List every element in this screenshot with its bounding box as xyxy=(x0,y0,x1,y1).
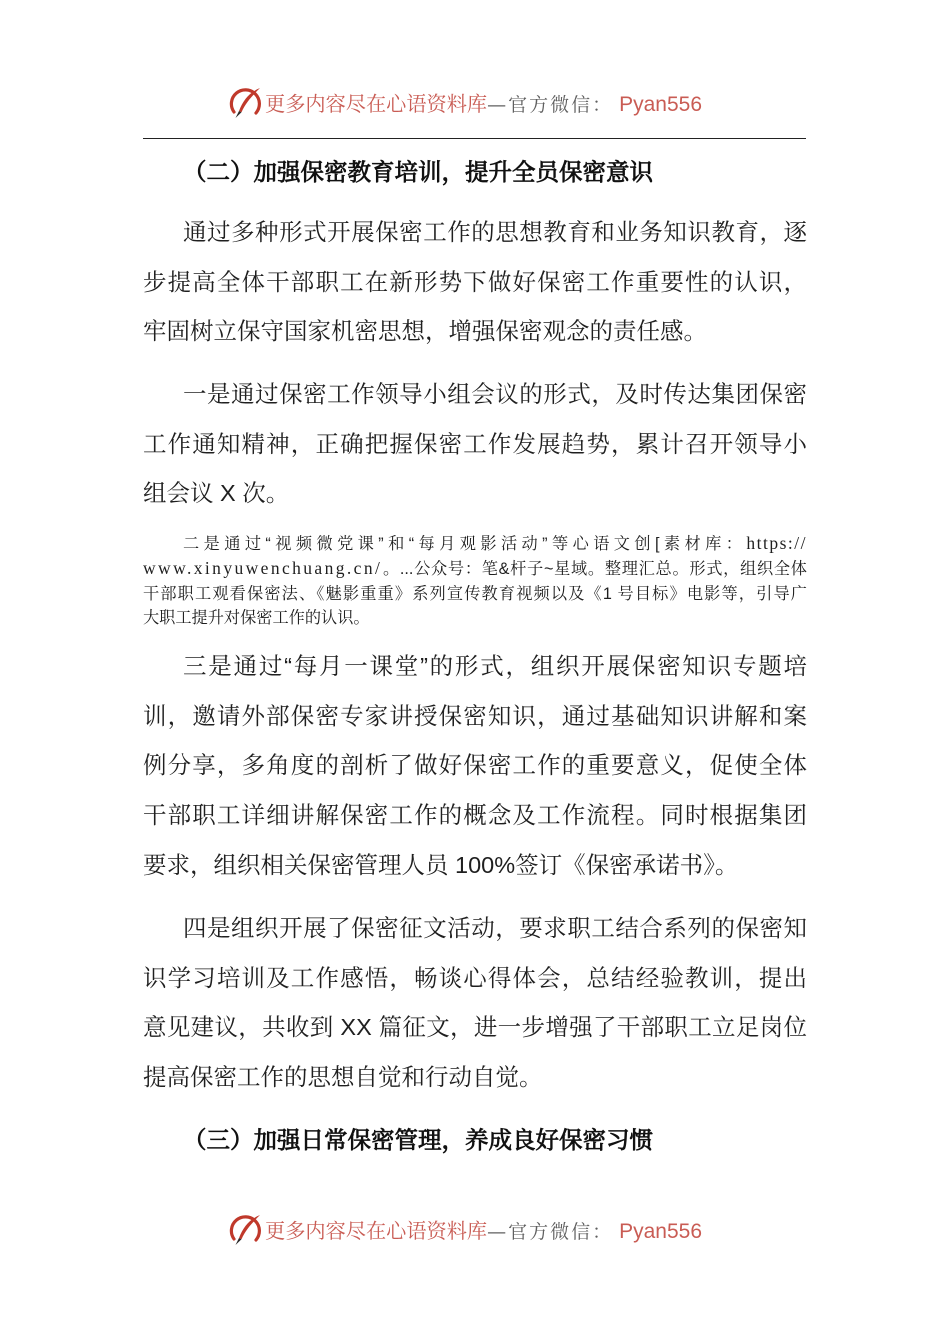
paragraph-1 xyxy=(143,208,807,357)
quill-pen-logo-icon xyxy=(226,84,264,122)
paragraph-2 xyxy=(143,370,807,519)
paragraph-line: 组会议 X 次。 xyxy=(143,480,290,507)
paragraph-3-small xyxy=(143,531,807,631)
paragraph-line: 干部职工详细讲解保密工作的概念及工作流程。同时根据集团 xyxy=(143,801,807,828)
paragraph-line: 工作通知精神，正确把握保密工作发展趋势，累计召开领导小 xyxy=(143,430,807,457)
paragraph-line: 一是通过保密工作领导小组会议的形式，及时传达集团保密 xyxy=(183,381,807,407)
paragraph-line: 训，邀请外部保密专家讲授保密知识，通过基础知识讲解和案 xyxy=(143,702,807,729)
paragraph-line: 要求，组织相关保密管理人员 100%签订《保密承诺书》。 xyxy=(143,851,739,878)
paragraph-line: 提高保密工作的思想自觉和行动自觉。 xyxy=(143,1063,543,1090)
line-text: 二是通过“视频微党课”和“每月观影活动”等心语文创[素材库： xyxy=(183,534,747,553)
paragraph-line xyxy=(143,531,807,557)
logo-nib xyxy=(236,111,242,118)
header-wechat-label: —官方微信： xyxy=(487,94,614,116)
header-divider xyxy=(143,138,806,139)
logo-nib xyxy=(236,1238,242,1245)
paragraph-line: 通过多种形式开展保密工作的思想教育和业务知识教育，逐 xyxy=(183,219,807,245)
footer-watermark-text xyxy=(265,1218,702,1247)
resource-url-prefix: https:// xyxy=(746,532,807,553)
section-3-heading: （三）加强日常保密管理，养成良好保密习惯 xyxy=(183,1127,653,1153)
line-text: 。...公众号：笔&杆子~星域。整理汇总。形式，组织全体 xyxy=(382,560,807,579)
header-watermark-text xyxy=(265,91,702,120)
paragraph-line: 三是通过“每月一课堂”的形式，组织开展保密知识专题培 xyxy=(183,653,807,680)
paragraph-line: 大职工提升对保密工作的认识。 xyxy=(143,609,370,628)
paragraph-line xyxy=(143,556,807,582)
paragraph-line: 例分享，多角度的剖析了做好保密工作的重要意义，促使全体 xyxy=(143,752,807,779)
header-watermark xyxy=(226,84,746,124)
section-2-heading: （二）加强保密教育培训，提升全员保密意识 xyxy=(183,159,653,185)
paragraph-line: 识学习培训及工作感悟，畅谈心得体会，总结经验教训，提出 xyxy=(143,964,807,991)
quill-pen-logo-icon xyxy=(226,1211,264,1249)
resource-url-domain: www.xinyuwenchuang.cn/ xyxy=(143,558,383,579)
header-wechat-id: Pyan556 xyxy=(619,93,702,116)
header-site-name: 更多内容尽在心语资料库 xyxy=(265,92,488,116)
footer-wechat-label: —官方微信： xyxy=(487,1221,614,1243)
paragraph-line: 意见建议，共收到 XX 篇征文，进一步增强了干部职工立足岗位 xyxy=(143,1014,807,1041)
paragraph-line: 步提高全体干部职工在新形势下做好保密工作重要性的认识， xyxy=(143,268,807,295)
footer-site-name: 更多内容尽在心语资料库 xyxy=(265,1219,488,1243)
footer-wechat-id: Pyan556 xyxy=(619,1220,702,1243)
paragraph-line: 四是组织开展了保密征文活动，要求职工结合系列的保密知 xyxy=(183,915,807,942)
paragraph-4 xyxy=(143,642,807,890)
paragraph-5 xyxy=(143,904,807,1102)
paragraph-line: 干部职工观看保密法、《魅影重重》系列宣传教育视频以及《1 号目标》电影等，引导广 xyxy=(143,584,807,603)
paragraph-line: 牢固树立保守国家机密思想，增强保密观念的责任感。 xyxy=(143,318,707,345)
footer-watermark xyxy=(226,1211,746,1251)
